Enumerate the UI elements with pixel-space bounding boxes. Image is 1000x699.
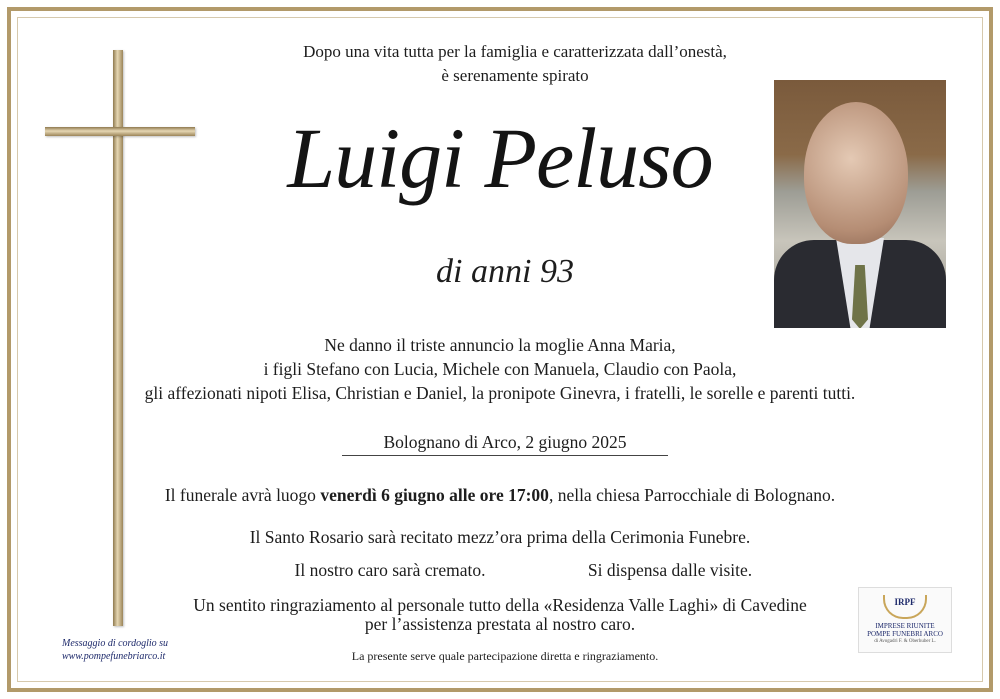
logo-line-3: di Avogadri F. & Oberhuber L. <box>874 639 936 644</box>
intro-line-2: è serenamente spirato <box>441 66 589 85</box>
logo-line-2: POMPE FUNEBRI ARCO <box>867 630 943 638</box>
condolence-website-link[interactable]: www.pompefunebriarco.it <box>62 651 166 662</box>
announcement-line-2: i figli Stefano con Lucia, Michele con Manuela, Claudio con Paola, <box>263 359 737 379</box>
deceased-name: Luigi Peluso <box>287 110 713 206</box>
logo-mark: IRPF <box>894 597 916 607</box>
funeral-home-logo <box>858 587 952 653</box>
cross-vertical-bar <box>113 50 123 626</box>
place-date-underline <box>342 455 668 456</box>
portrait-photo <box>774 80 946 328</box>
announcement-line-1: Ne danno il triste annuncio la moglie Anna Maria, <box>324 335 676 355</box>
deceased-age: di anni 93 <box>436 253 574 290</box>
condolence-message <box>62 637 168 663</box>
place-date: Bolognano di Arco, 2 giugno 2025 <box>383 432 627 452</box>
thanks-line-1: Un sentito ringraziamento al personale tutto della «Residenza Valle Laghi» di Cavedine <box>193 595 807 615</box>
funeral-date-time: venerdì 6 giugno alle ore 17:00 <box>320 485 549 505</box>
cross-horizontal-bar <box>45 127 195 136</box>
rosary-info: Il Santo Rosario sarà recitato mezz’ora prima della Cerimonia Funebre. <box>249 527 751 547</box>
funeral-info <box>100 483 900 507</box>
closing-note: La presente serve quale partecipazione diretta e ringraziamento. <box>351 649 659 663</box>
logo-line-1: IMPRESE RIUNITE <box>875 622 935 630</box>
cremation-note: Il nostro caro sarà cremato. <box>294 560 486 580</box>
thanks-line-2: per l’assistenza prestata al nostro caro. <box>364 614 636 634</box>
intro-line-1: Dopo una vita tutta per la famiglia e caratterizzata dall’onestà, <box>303 42 727 61</box>
no-visits-note: Si dispensa dalle visite. <box>587 560 753 580</box>
announcement-line-3: gli affezionati nipoti Elisa, Christian e Daniel, la pronipote Ginevra, i fratelli, le sorelle e parenti tutti. <box>144 383 856 403</box>
condolence-label: Messaggio di cordoglio su <box>62 638 169 649</box>
laurel-icon <box>883 595 927 619</box>
photo-head <box>804 102 908 244</box>
funeral-suffix: , nella chiesa Parrocchiale di Bolognano. <box>548 485 836 505</box>
funeral-prefix: Il funerale avrà luogo <box>164 485 321 505</box>
